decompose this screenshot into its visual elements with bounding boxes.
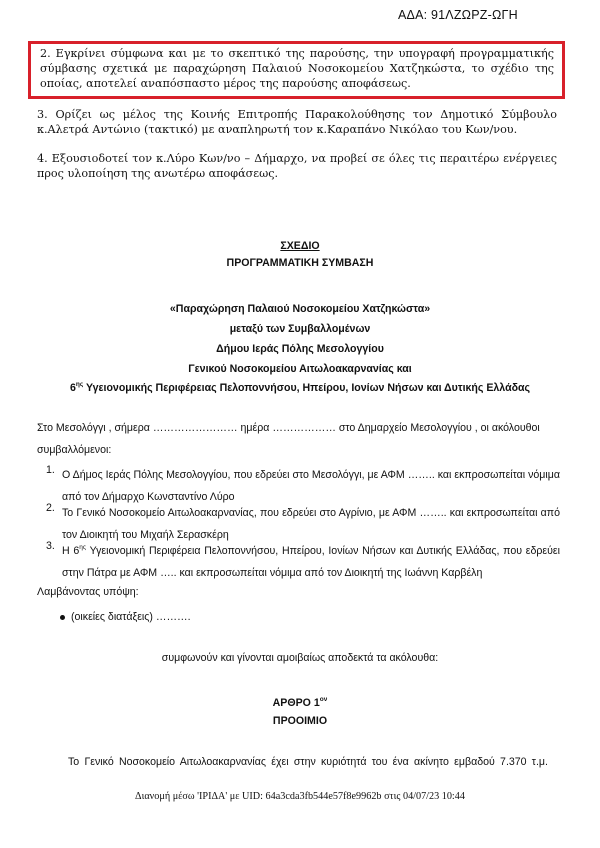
contract-subject: «Παραχώρηση Παλαιού Νοσοκομείου Χατζηκώστα» bbox=[169, 303, 431, 315]
considering-bullet-item: (οικείες διατάξεις) ………. bbox=[60, 611, 191, 623]
party-list-item bbox=[46, 540, 560, 584]
bullet-icon bbox=[60, 615, 65, 620]
ordinal-superscript: ης bbox=[75, 381, 84, 388]
contract-between: μεταξύ των Συμβαλλομένων bbox=[229, 323, 371, 335]
intro-line-2: συμβαλλόμενοι: bbox=[37, 444, 112, 456]
decision-4-paragraph: 4. Εξουσιοδοτεί τον κ.Λύρο Κων/νο – Δήμαρχο, να προβεί σε όλες τις περαιτέρω ενέργειες προς υλοποίηση της ανωτέρω αποφάσεως. bbox=[37, 152, 557, 180]
list-number: 1. bbox=[46, 464, 55, 476]
party-2-heading: Γενικού Νοσοκομείου Αιτωλοακαρνανίας και bbox=[188, 363, 412, 375]
party-description: Ο Δήμος Ιεράς Πόλης Μεσολογγίου, που εδρεύει στο Μεσολόγγι, με ΑΦΜ …….. και εκπροσωπείται νόμιμα από τον Δήμαρχο Κωνσταντίνο Λύρο bbox=[62, 469, 560, 503]
article-title: ΑΡΘΡΟ $1^{o\nu}$ bbox=[272, 696, 328, 709]
decision-2-paragraph: 2. Εγκρίνει σύμφωνα και με το σκεπτικό της παρούσης, την υπογραφή προγραμματικής σύμβασης σχετικά με παραχώρηση Παλαιού Νοσοκομείου Χατζηκώστα, το σχέδιο της οποίας, αποτελεί αναπόσπαστο μέρος της παρούσης αποφάσεως. bbox=[40, 47, 554, 90]
party-description: Το Γενικό Νοσοκομείο Αιτωλοακαρνανίας, που εδρεύει στο Αγρίνιο, με ΑΦΜ …….. και εκπροσωπείται από τον Διοικητή του Μιχαήλ Σερασκέρη bbox=[62, 507, 560, 541]
party-3-heading: $6^{\eta\varsigma}$ Υγειονομικής Περιφέρειας Πελοποννήσου, Ηπείρου, Ιονίων Νήσων και Δυτικής Ελλάδας bbox=[69, 381, 531, 394]
considering-label: Λαμβάνοντας υπόψη: bbox=[37, 586, 139, 598]
highlighted-decision-box bbox=[28, 41, 565, 99]
ordinal-superscript: ον bbox=[319, 696, 328, 703]
list-number: 3. bbox=[46, 540, 55, 552]
ada-code: ΑΔΑ: 91ΛΖΩΡΖ-ΩΓΗ bbox=[398, 8, 518, 22]
party-1-heading: Δήμου Ιεράς Πόλης Μεσολογγίου bbox=[216, 343, 384, 355]
ordinal-superscript: ης bbox=[79, 544, 87, 551]
draft-label: ΣΧΕΔΙΟ bbox=[280, 240, 320, 252]
intro-line-1: Στο Μεσολόγγι , σήμερα …………………… ημέρα ……………… στο Δημαρχείο Μεσολογγίου , οι ακόλουθοι bbox=[37, 422, 540, 434]
agreement-line: συμφωνούν και γίνονται αμοιβαίως αποδεκτά τα ακόλουθα: bbox=[161, 652, 439, 664]
article-subtitle: ΠΡΟΟΙΜΙΟ bbox=[272, 715, 328, 727]
distribution-footer: Διανομή μέσω 'ΙΡΙΔΑ' με UID: 64a3cda3fb544e57f8e9962b στις 04/07/23 10:44 bbox=[135, 791, 465, 802]
party-description: Η $6^{\eta\varsigma}$ Υγειονομική Περιφέρεια Πελοποννήσου, Ηπείρου, Ιονίων Νήσων και Δυτικής Ελλάδας, που εδρεύει στην Πάτρα με ΑΦΜ ….. και εκπροσωπείται νόμιμα από τον Διοικητή της Ιωάννη Καρβέλη bbox=[62, 544, 560, 579]
article-first-line: Το Γενικό Νοσοκομείο Αιτωλοακαρνανίας έχει στην κυριότητά του ένα ακίνητο εμβαδού 7.370 τ.μ. bbox=[68, 756, 548, 768]
contract-title: ΠΡΟΓΡΑΜΜΑΤΙΚΗ ΣΥΜΒΑΣΗ bbox=[226, 257, 374, 269]
decision-3-paragraph: 3. Ορίζει ως μέλος της Κοινής Επιτροπής Παρακολούθησης τον Δημοτικό Σύμβουλο κ.Αλετρά Αντώνιο (τακτικό) με αναπληρωτή τον κ.Καραπάνο Νικόλαο του Κων/νου. bbox=[37, 108, 557, 136]
list-number: 2. bbox=[46, 502, 55, 514]
